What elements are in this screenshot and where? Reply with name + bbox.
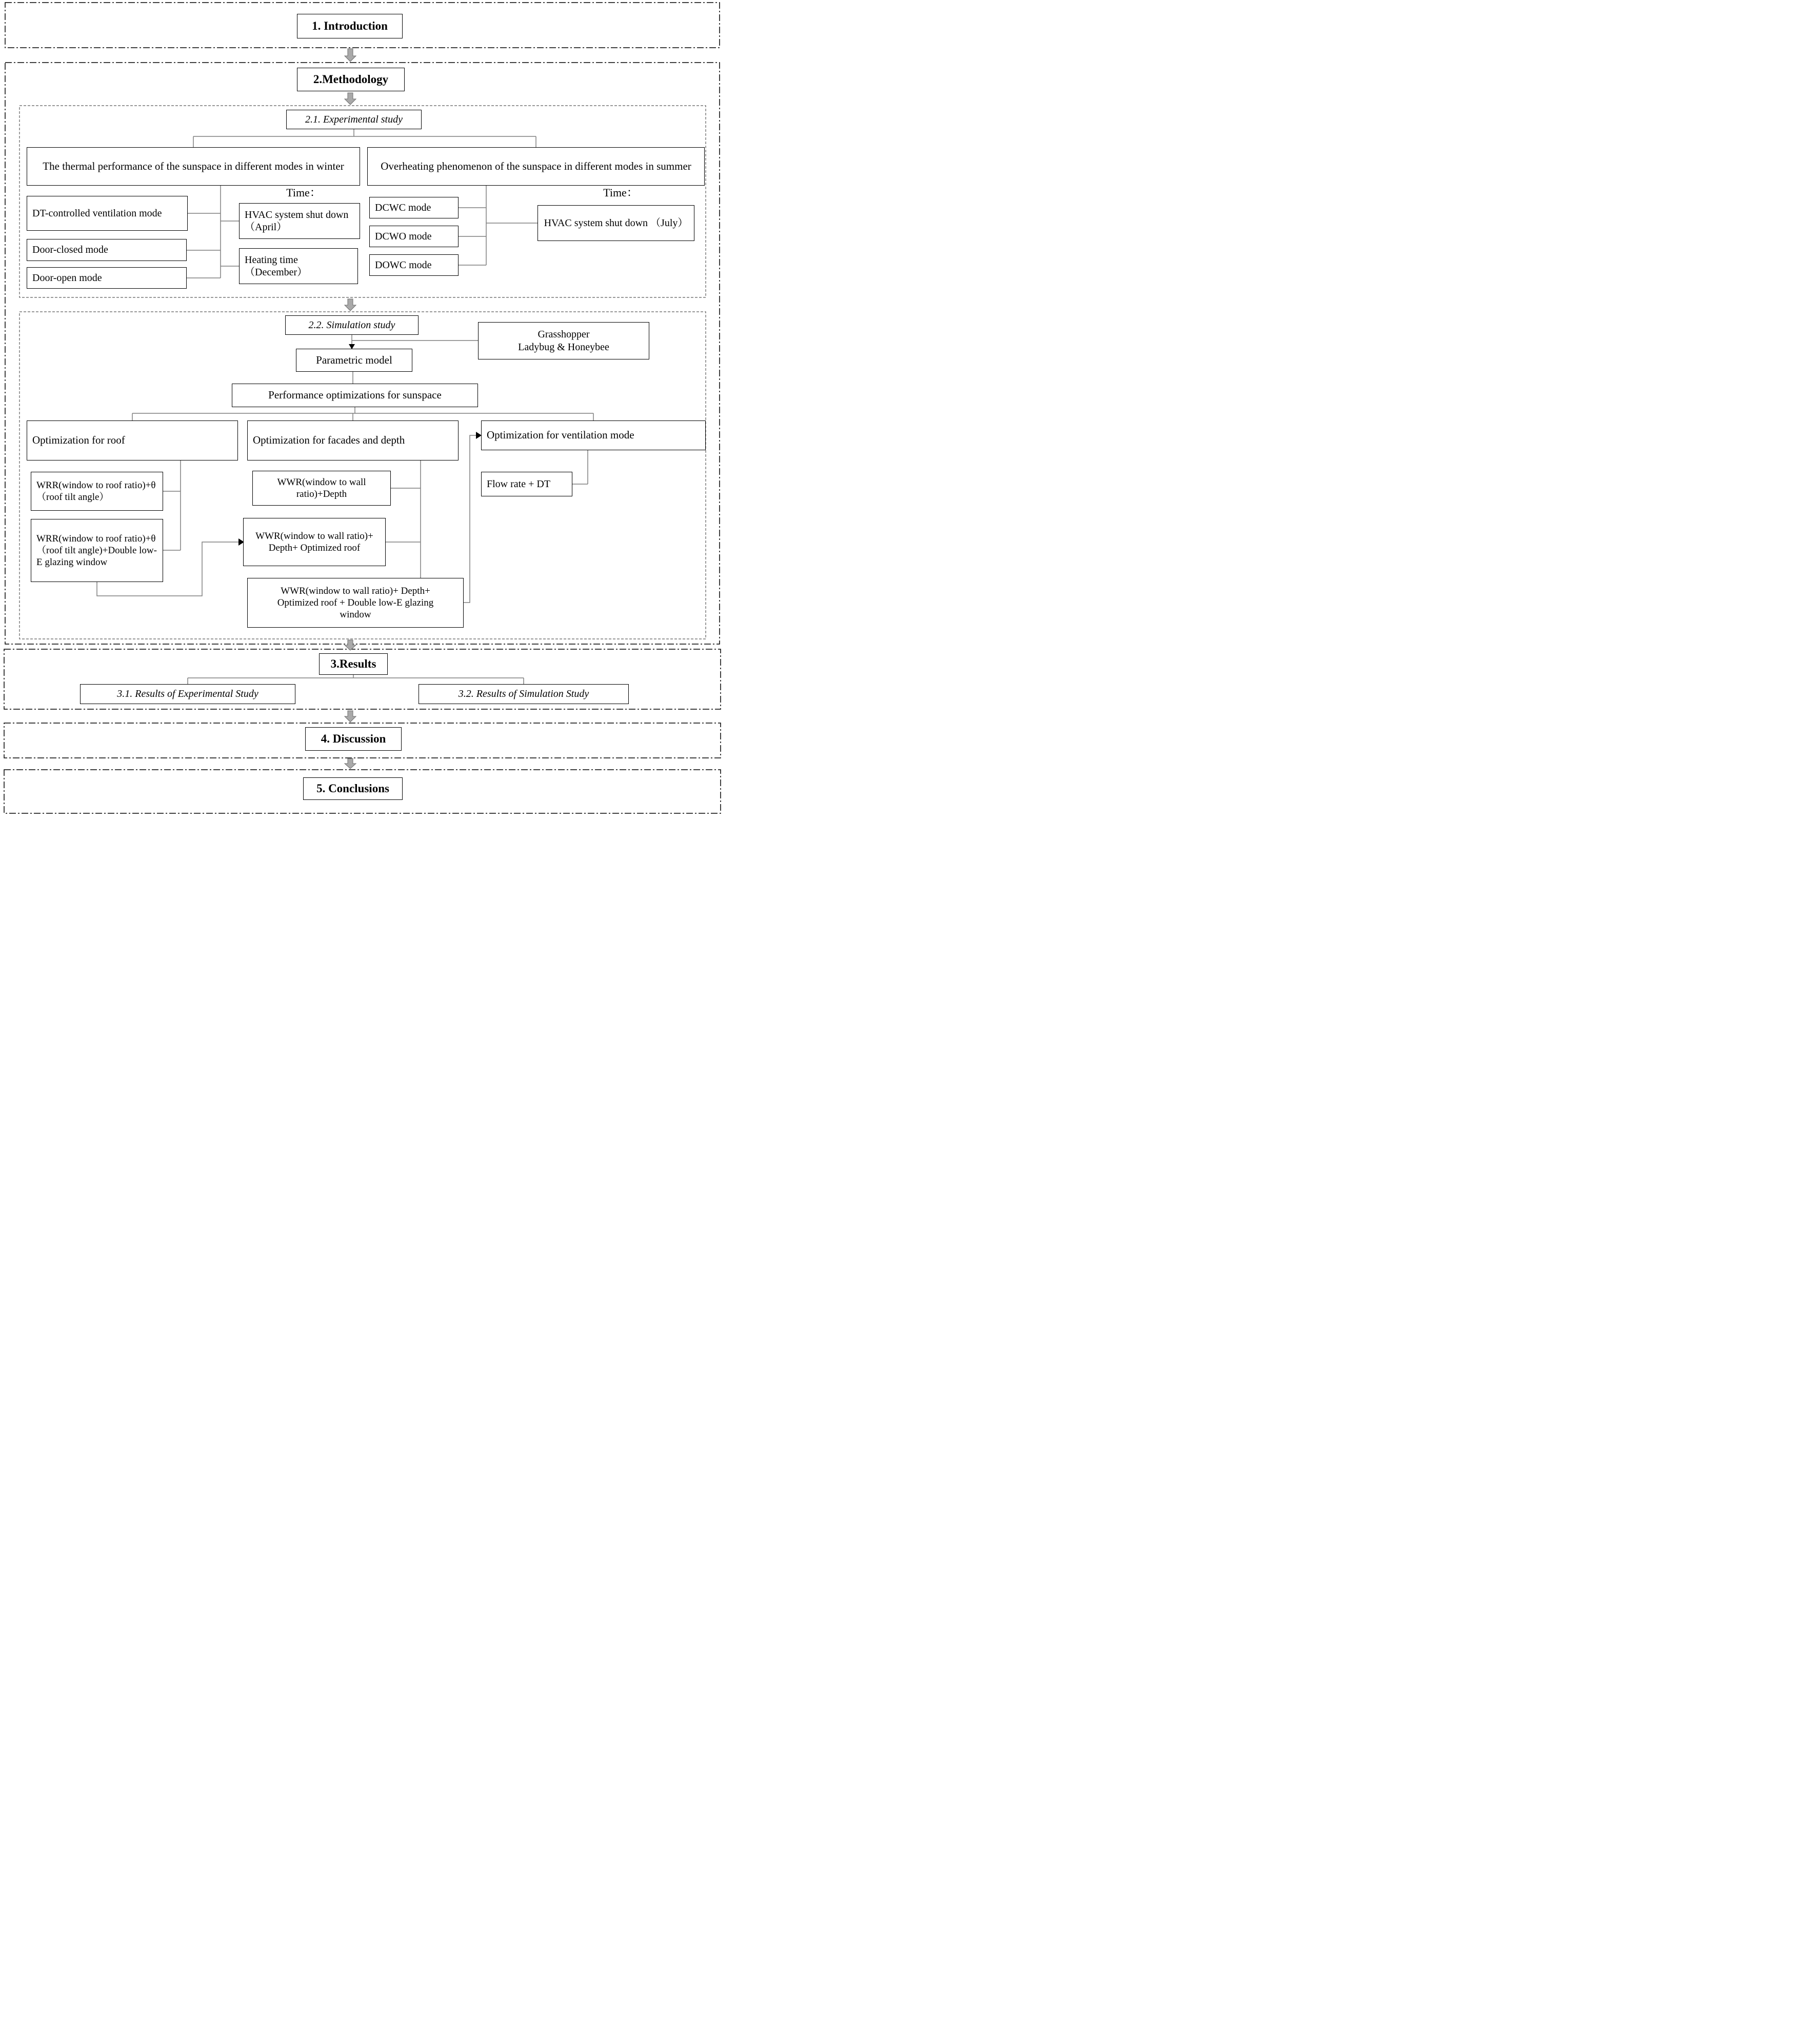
node-wwr-depth-optimized-roof: WWR(window to wall ratio)+ Depth+ Optimized roof (243, 518, 386, 566)
flowchart-canvas (0, 0, 725, 817)
node-hvac-shutdown-july: HVAC system shut down （July） (537, 205, 694, 241)
flow-arrow-methodology-to-results (345, 640, 356, 650)
node-winter-thermal-performance: The thermal performance of the sunspace in different modes in winter (27, 147, 360, 186)
node-discussion: 4. Discussion (305, 727, 402, 751)
flow-arrow-results-to-discussion (345, 711, 356, 722)
node-conclusions: 5. Conclusions (303, 777, 403, 800)
node-wrr-theta: WRR(window to roof ratio)+θ （roof tilt angle） (31, 472, 163, 511)
node-dt-controlled-ventilation-mode: DT-controlled ventilation mode (27, 196, 188, 231)
ladybug-honeybee-line: Ladybug & Honeybee (518, 341, 609, 353)
node-optimization-for-facades-depth: Optimization for facades and depth (247, 420, 459, 460)
node-methodology: 2.Methodology (297, 68, 405, 91)
node-performance-optimizations: Performance optimizations for sunspace (232, 384, 478, 407)
node-experimental-study: 2.1. Experimental study (286, 110, 422, 129)
node-wrr-theta-lowe: WRR(window to roof ratio)+θ （roof tilt angle)+Double low-E glazing window (31, 519, 163, 582)
node-results-experimental: 3.1. Results of Experimental Study (80, 684, 295, 704)
node-results: 3.Results (319, 653, 388, 675)
node-flow-rate-dt: Flow rate + DT (481, 472, 572, 496)
node-heating-time-december: Heating time （December） (239, 248, 358, 284)
node-results-simulation: 3.2. Results of Simulation Study (419, 684, 629, 704)
node-simulation-study: 2.2. Simulation study (285, 315, 419, 335)
summer-time-label: Time： (603, 186, 638, 199)
flow-arrow-methodology-to-experimental (345, 93, 356, 105)
flow-arrow-discussion-to-conclusions (345, 758, 356, 769)
node-optimization-for-roof: Optimization for roof (27, 420, 238, 460)
node-summer-overheating: Overheating phenomenon of the sunspace in different modes in summer (367, 147, 705, 186)
node-door-closed-mode: Door-closed mode (27, 239, 187, 261)
node-dcwc-mode: DCWC mode (369, 197, 459, 218)
node-hvac-shutdown-april: HVAC system shut down （April） (239, 203, 360, 239)
node-introduction: 1. Introduction (297, 14, 403, 38)
node-parametric-model: Parametric model (296, 349, 412, 372)
node-dcwo-mode: DCWO mode (369, 226, 459, 247)
flow-arrow-intro-to-methodology (345, 49, 356, 62)
node-grasshopper-tools (478, 322, 649, 359)
node-dowc-mode: DOWC mode (369, 254, 459, 276)
node-optimization-for-ventilation-mode: Optimization for ventilation mode (481, 420, 706, 450)
node-door-open-mode: Door-open mode (27, 267, 187, 289)
flow-arrow-experimental-to-simulation (345, 299, 356, 311)
grasshopper-line: Grasshopper (537, 329, 590, 340)
node-wwr-depth: WWR(window to wall ratio)+Depth (252, 471, 391, 506)
node-wwr-depth-roof-lowe: WWR(window to wall ratio)+ Depth+ Optimized roof + Double low-E glazing window (247, 578, 464, 628)
winter-time-label: Time： (286, 186, 321, 199)
